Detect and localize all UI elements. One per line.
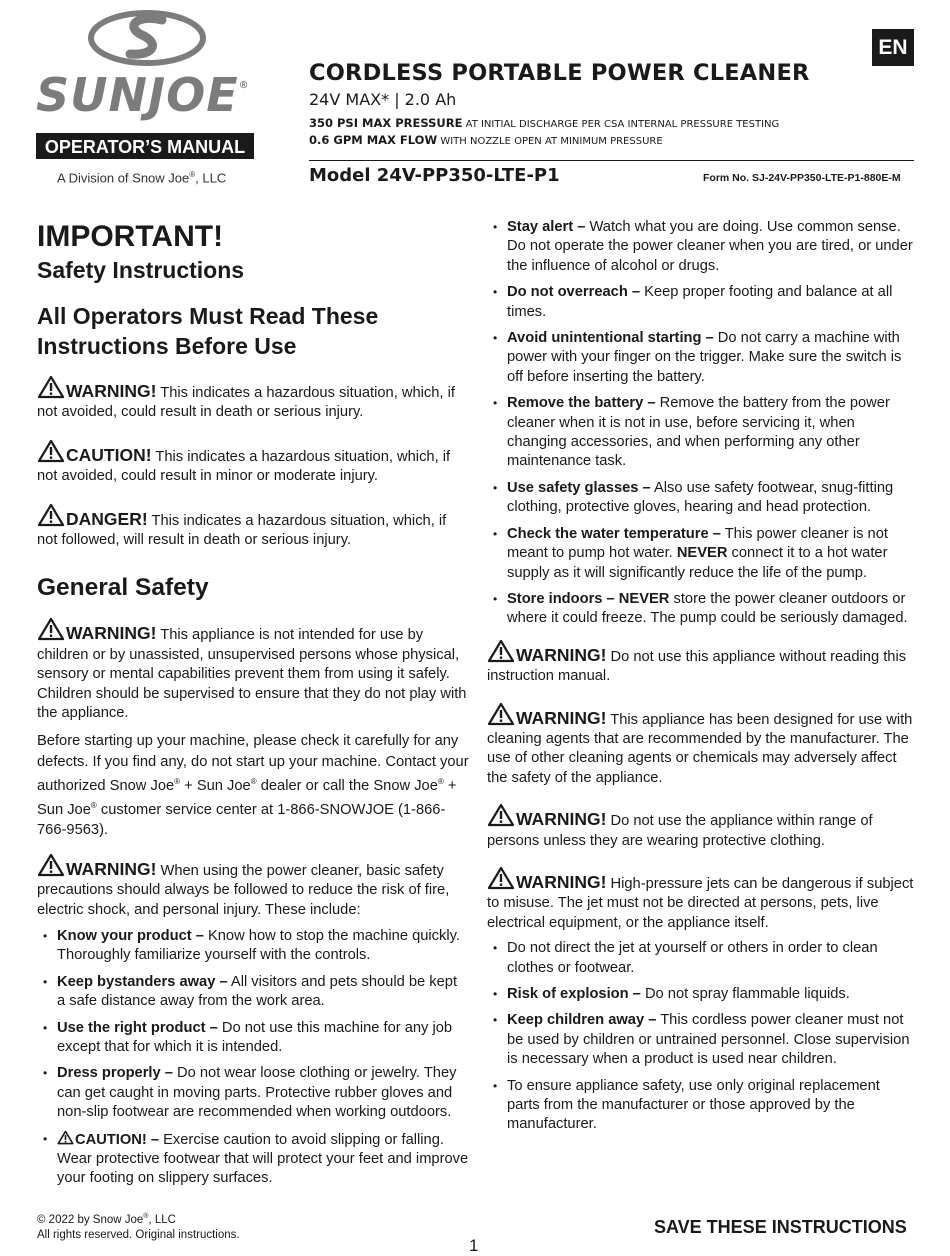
signal-warning-definition: [37, 375, 469, 423]
warning-triangle-icon: [487, 803, 515, 827]
danger-triangle-icon: [37, 503, 65, 527]
left-bullet-list: [37, 927, 469, 1189]
right-column: [487, 218, 914, 1142]
spec-pressure-note: AT INITIAL DISCHARGE PER CSA INTERNAL PRESSURE TESTING: [462, 119, 780, 130]
warning-label: WARNING!: [66, 858, 157, 879]
warning-precautions-text: When using the power cleaner, basic safety precautions should always be followed to reduce the risk of fire, electric shock, and personal injury. These include:: [37, 862, 450, 918]
warning-triangle-icon: [37, 617, 65, 641]
warning-triangle-icon: [487, 639, 515, 663]
general-safety-heading: General Safety: [37, 574, 209, 602]
list-item: [487, 1077, 914, 1135]
before-starting-paragraph: [37, 731, 469, 840]
caution-label: CAUTION!: [66, 444, 152, 465]
bullet-heading: Remove the battery –: [507, 395, 656, 412]
operators-manual-badge: OPERATOR’S MANUAL: [36, 133, 254, 159]
general-warning-children: [37, 617, 469, 723]
bullet-text: Do not use this machine for any job except that for which it is intended.: [57, 1019, 453, 1055]
registered-mark: ®: [143, 1213, 149, 1220]
important-heading: IMPORTANT!: [37, 220, 224, 253]
jet-bullet-list: [487, 939, 914, 1135]
warning-label: WARNING!: [516, 707, 607, 728]
copyright-line-1: [37, 1209, 240, 1228]
warning-text: This appliance has been designed for use with cleaning agents that are recommended by the manufacturer. The use of other cleaning agents or chemicals may adversely affect the safety of the appliance.: [487, 711, 913, 786]
spec-pressure-value: 350 PSI MAX PRESSURE: [309, 116, 463, 130]
page-number: 1: [469, 1236, 479, 1255]
warning-label: WARNING!: [516, 871, 607, 892]
warning-triangle-icon: [487, 866, 515, 890]
spec-flow-note: WITH NOZZLE OPEN AT MINIMUM PRESSURE: [437, 136, 663, 147]
before-starting-text-2: + Sun Joe: [180, 777, 251, 794]
warning-read-manual: [487, 639, 914, 687]
list-item: [487, 479, 914, 518]
warning-triangle-icon: [37, 375, 65, 399]
spec-pressure: [309, 116, 779, 130]
bullet-text: Exercise caution to avoid slipping or falling. Wear protective footwear that will protect your feet and improve your footing on slippery surfaces.: [57, 1131, 469, 1187]
before-starting-text-5: customer service center at 1-866-SNOWJOE (1-866-766-9563).: [37, 802, 446, 839]
list-item: [37, 1064, 469, 1122]
list-item: [487, 939, 914, 978]
list-item: [37, 927, 469, 966]
bullet-text: Do not direct the jet at yourself or others in order to clean clothes or footwear.: [507, 940, 878, 976]
header-divider: [309, 160, 914, 161]
bullet-heading: Store indoors – NEVER: [507, 590, 670, 607]
danger-definition-text: This indicates a hazardous situation, which, if not followed, will result in death or serious injury.: [37, 512, 447, 549]
brand-wordmark: [36, 68, 250, 122]
product-voltage: 24V MAX* | 2.0 Ah: [309, 90, 457, 109]
warning-triangle-icon: [487, 702, 515, 726]
save-instructions-footer: SAVE THESE INSTRUCTIONS: [654, 1217, 907, 1237]
product-title: CORDLESS PORTABLE POWER CLEANER: [309, 60, 810, 86]
bullet-heading: Know your product –: [57, 927, 204, 944]
list-item: [487, 283, 914, 322]
warning-cleaning-agents: [487, 702, 914, 789]
bullet-text: Also use safety footwear, snug-fitting clothing, protective gloves, hearing and head protection.: [507, 479, 894, 516]
copyright-suffix: , LLC: [148, 1213, 176, 1226]
list-item: [487, 985, 914, 1004]
bullet-text: Do not spray flammable liquids.: [640, 986, 850, 1002]
caution-definition-text: This indicates a hazardous situation, which, if not avoided, could result in minor or moderate injury.: [37, 448, 451, 485]
warning-protective-clothing: [487, 803, 914, 851]
list-item: [487, 590, 914, 629]
before-starting-text-4: + Sun Joe: [37, 777, 457, 819]
never-emphasis: NEVER: [676, 545, 728, 562]
list-item: [487, 1011, 914, 1069]
warning-label: WARNING!: [66, 381, 157, 401]
bullet-text: Do not wear loose clothing or jewelry. They can get caught in moving parts. Protective rubber gloves and non-slip footwear are recommended when working outdoors.: [57, 1065, 457, 1121]
signal-caution-definition: [37, 439, 469, 487]
bullet-heading: Use the right product –: [57, 1019, 218, 1036]
bullet-text: Remove the battery from the power cleaner when it is not in use, before servicing it, when changing accessories, and when performing any other maintenance task.: [507, 395, 890, 470]
bullet-text: store the power cleaner outdoors or where it could freeze. The pump could be seriously damaged.: [507, 590, 908, 627]
safety-instructions-heading: Safety Instructions: [37, 257, 245, 283]
bullet-heading: Avoid unintentional starting –: [507, 330, 714, 347]
right-bullet-list: [487, 218, 914, 629]
registered-mark: ®: [90, 801, 97, 811]
model-number: Model 24V-PP350-LTE-P1: [309, 165, 560, 186]
brand-name: SUNJOE: [36, 68, 239, 122]
list-item: [37, 1019, 469, 1058]
warning-label: WARNING!: [66, 623, 157, 644]
bullet-text: This cordless power cleaner must not be used by children or untrained personnel. Close supervision is necessary when a product is used near children.: [507, 1012, 910, 1068]
bullet-text: connect it to a hot water supply as it will significantly reduce the life of the pump.: [507, 545, 888, 581]
before-starting-text-1: Before starting up your machine, please check it carefully for any defects. If you find any, do not start up your machine. Contact your authorized Snow Joe: [37, 733, 469, 794]
bullet-heading: Do not overreach –: [507, 284, 641, 301]
general-warning-precautions: [37, 853, 469, 920]
caution-triangle-icon: [37, 439, 65, 463]
warning-triangle-icon: [37, 853, 65, 877]
division-text: A Division of Snow Joe: [57, 170, 190, 186]
sunjoe-logo-icon: [88, 10, 206, 66]
warning-definition-text: This indicates a hazardous situation, which, if not avoided, could result in death or serious injury.: [37, 385, 455, 421]
warning-text: Do not use this appliance without reading this instruction manual.: [487, 648, 907, 685]
bullet-heading: CAUTION! –: [75, 1131, 160, 1148]
warning-label: WARNING!: [516, 809, 607, 830]
copyright-line-2: All rights reserved. Original instructions.: [37, 1228, 240, 1241]
bullet-heading: Dress properly –: [57, 1065, 173, 1082]
division-line: [57, 170, 226, 185]
registered-mark: ®: [250, 777, 257, 787]
list-item: [37, 1130, 469, 1189]
copyright-notice: [37, 1209, 240, 1243]
caution-triangle-icon: [57, 1130, 74, 1145]
copyright-text: © 2022 by Snow Joe: [37, 1213, 144, 1226]
language-badge: EN: [872, 29, 914, 66]
must-read-heading: All Operators Must Read These Instructions Before Use: [37, 303, 379, 359]
bullet-heading: Check the water temperature –: [507, 525, 721, 542]
division-suffix: , LLC: [195, 170, 227, 186]
before-starting-text-3: dealer or call the Snow Joe: [256, 777, 438, 794]
bullet-heading: Risk of explosion –: [507, 986, 641, 1002]
bullet-heading: Use safety glasses –: [507, 479, 651, 496]
registered-mark: ®: [437, 777, 444, 787]
brand-registered-mark: ®: [238, 80, 250, 91]
bullet-heading: Keep children away –: [507, 1012, 657, 1029]
warning-text: High-pressure jets can be dangerous if subject to misuse. The jet must not be directed at persons, pets, live electrical equipment, or the appliance itself.: [487, 875, 914, 931]
bullet-text: This power cleaner is not meant to pump hot water.: [507, 525, 888, 562]
signal-danger-definition: [37, 503, 469, 551]
danger-label: DANGER!: [66, 508, 148, 529]
registered-mark: ®: [174, 777, 181, 787]
bullet-text: To ensure appliance safety, use only original replacement parts from the manufacturer or those approved by the manufacturer.: [507, 1077, 880, 1133]
warning-children-text: This appliance is not intended for use by children or by unassisted, unsupervised persons whose physical, sensory or mental capabilities prevent them from using it safely. Children should be supervised to ensure that they do not play with the appliance.: [37, 627, 467, 722]
bullet-text: All visitors and pets should be kept a safe distance away from the work area.: [57, 973, 458, 1010]
spec-flow-value: 0.6 GPM MAX FLOW: [309, 133, 438, 147]
warning-text: Do not use the appliance within range of persons unless they are wearing protective clothing.: [487, 813, 873, 849]
list-item: [487, 394, 914, 472]
division-registered-mark: ®: [189, 170, 196, 179]
bullet-text: Know how to stop the machine quickly. Thoroughly familiarize yourself with the controls.: [57, 927, 460, 964]
bullet-text: Watch what you are doing. Use common sense. Do not operate the power cleaner when you are tired, or under the influence of alcohol or drugs.: [507, 219, 913, 274]
warning-high-pressure-jets: [487, 866, 914, 933]
spec-flow: [309, 133, 663, 147]
left-column: [37, 220, 469, 1196]
form-number: Form No. SJ-24V-PP350-LTE-P1-880E-M: [703, 172, 901, 184]
bullet-text: Keep proper footing and balance at all times.: [507, 284, 893, 320]
bullet-heading: Keep bystanders away –: [57, 973, 228, 990]
list-item: [487, 329, 914, 387]
bullet-heading: Stay alert –: [507, 219, 586, 235]
bullet-text: Do not carry a machine with power with your finger on the trigger. Make sure the switch is off before inserting the battery.: [507, 330, 902, 385]
warning-label: WARNING!: [516, 644, 607, 665]
list-item: [487, 525, 914, 583]
list-item: [487, 218, 914, 276]
list-item: [37, 973, 469, 1012]
